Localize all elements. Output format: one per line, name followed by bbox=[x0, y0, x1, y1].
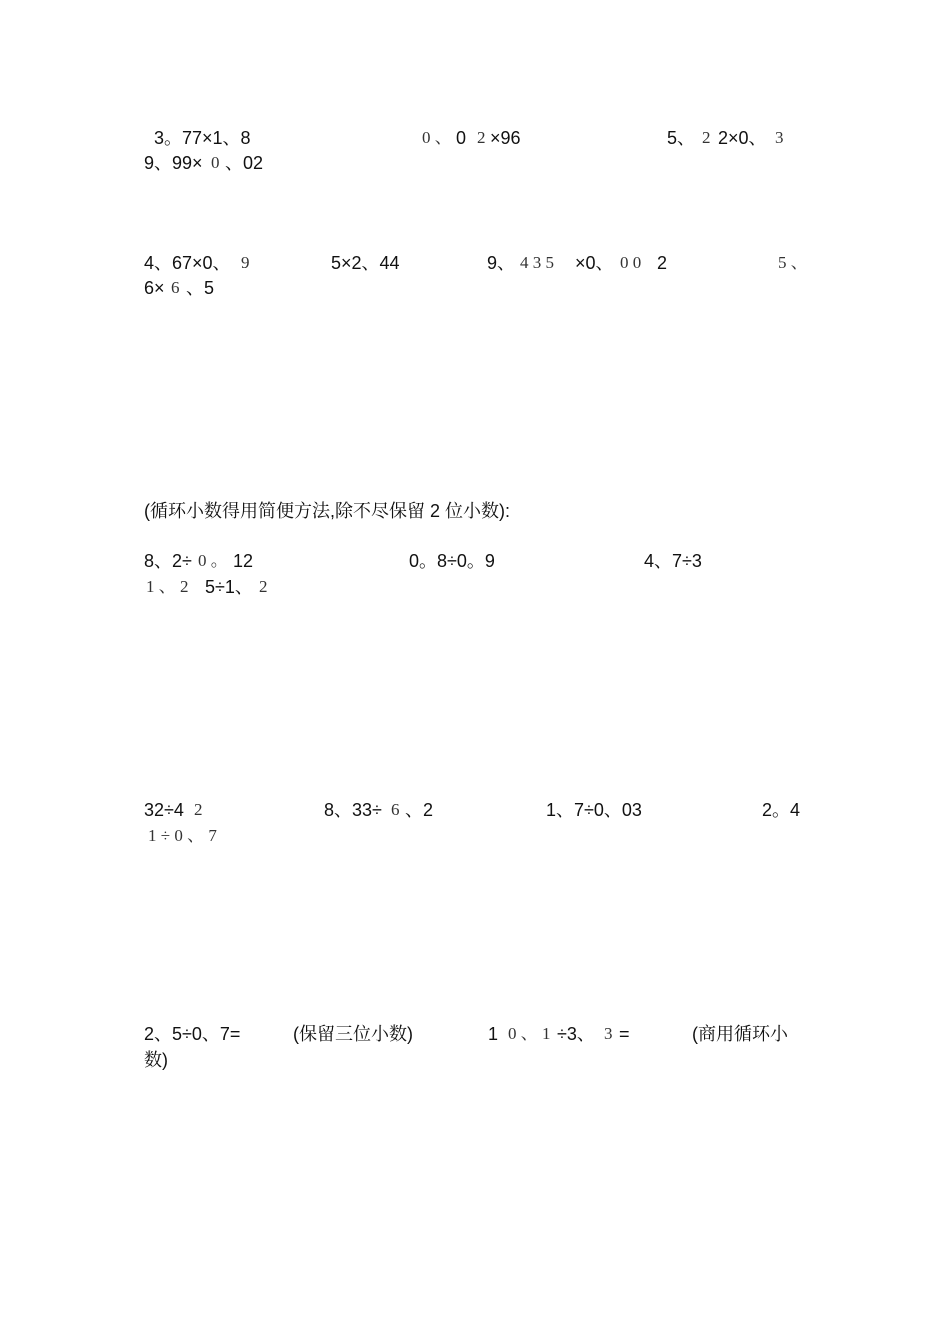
problem-12-part-c: 2 bbox=[259, 577, 268, 596]
problem-14-part-b: 6 bbox=[391, 800, 400, 819]
problem-17: 2、5÷0、7= bbox=[144, 1024, 241, 1044]
problem-17-note: (保留三位小数) bbox=[293, 1024, 413, 1044]
problem-8-part-d: 、5 bbox=[186, 278, 215, 298]
problem-7-part-b: 4 3 5 bbox=[520, 253, 554, 272]
problem-2-part-d: ×96 bbox=[490, 128, 521, 148]
problem-18-part-d: 3 bbox=[604, 1024, 613, 1043]
problem-12-part-a: 1 、 2 bbox=[146, 577, 189, 596]
problem-8-part-c: 6 bbox=[171, 278, 180, 297]
problem-2-part-b: 0 bbox=[456, 128, 467, 148]
problem-4-part-c: 、02 bbox=[225, 153, 264, 173]
problem-13-part-b: 2 bbox=[194, 800, 203, 819]
problem-2-part-a: 0 、 bbox=[422, 128, 452, 147]
problem-12-part-b: 5÷1、 bbox=[205, 577, 253, 597]
problem-9-part-b: 0 。 bbox=[198, 551, 228, 570]
problem-3-part-a: 5、 bbox=[667, 128, 696, 148]
problem-15: 1、7÷0、03 bbox=[546, 800, 642, 820]
problem-4-part-b: 0 bbox=[211, 153, 220, 172]
problem-10: 0。8÷0。9 bbox=[409, 551, 495, 571]
problem-5-part-a: 4、67×0、 bbox=[144, 253, 231, 273]
problem-8-part-b: 6× bbox=[144, 278, 165, 298]
problem-9-part-a: 8、2÷ bbox=[144, 551, 192, 571]
problem-3-part-d: 3 bbox=[775, 128, 784, 147]
problem-18-note-continued: 数) bbox=[144, 1050, 168, 1070]
problem-18-part-b: 0 、 1 bbox=[508, 1024, 551, 1043]
problem-7-part-e: 2 bbox=[657, 253, 668, 273]
problem-9-part-c: 12 bbox=[233, 551, 254, 571]
problem-7-part-a: 9、 bbox=[487, 253, 516, 273]
problem-7-part-d: 0 0 bbox=[620, 253, 642, 272]
problem-13-part-a: 32÷4 bbox=[144, 800, 184, 820]
problem-18-note: (商用循环小 bbox=[692, 1024, 788, 1044]
problem-18-part-a: 1 bbox=[488, 1024, 499, 1044]
problem-14-part-c: 、2 bbox=[405, 800, 434, 820]
problem-3-part-b: 2 bbox=[702, 128, 711, 147]
section-instruction: (循环小数得用简便方法,除不尽保留 2 位小数): bbox=[144, 501, 511, 521]
problem-18-part-c: ÷3、 bbox=[557, 1024, 595, 1044]
problem-11: 4、7÷3 bbox=[644, 551, 702, 571]
problem-3-part-c: 2×0、 bbox=[718, 128, 767, 148]
problem-1: 3。77×1、8 bbox=[154, 128, 251, 148]
problem-5-part-b: 9 bbox=[241, 253, 250, 272]
problem-16: 2。4 bbox=[762, 800, 801, 820]
problem-8-part-a: 5 、 bbox=[778, 253, 808, 272]
problem-2-part-c: 2 bbox=[477, 128, 486, 147]
problem-7-part-c: ×0、 bbox=[575, 253, 614, 273]
problem-14-part-a: 8、33÷ bbox=[324, 800, 382, 820]
problem-16-continued: 1 ÷ 0 、 7 bbox=[148, 826, 217, 845]
problem-18-part-e: = bbox=[619, 1024, 630, 1044]
problem-6: 5×2、44 bbox=[331, 253, 400, 273]
problem-4-part-a: 9、99× bbox=[144, 153, 203, 173]
